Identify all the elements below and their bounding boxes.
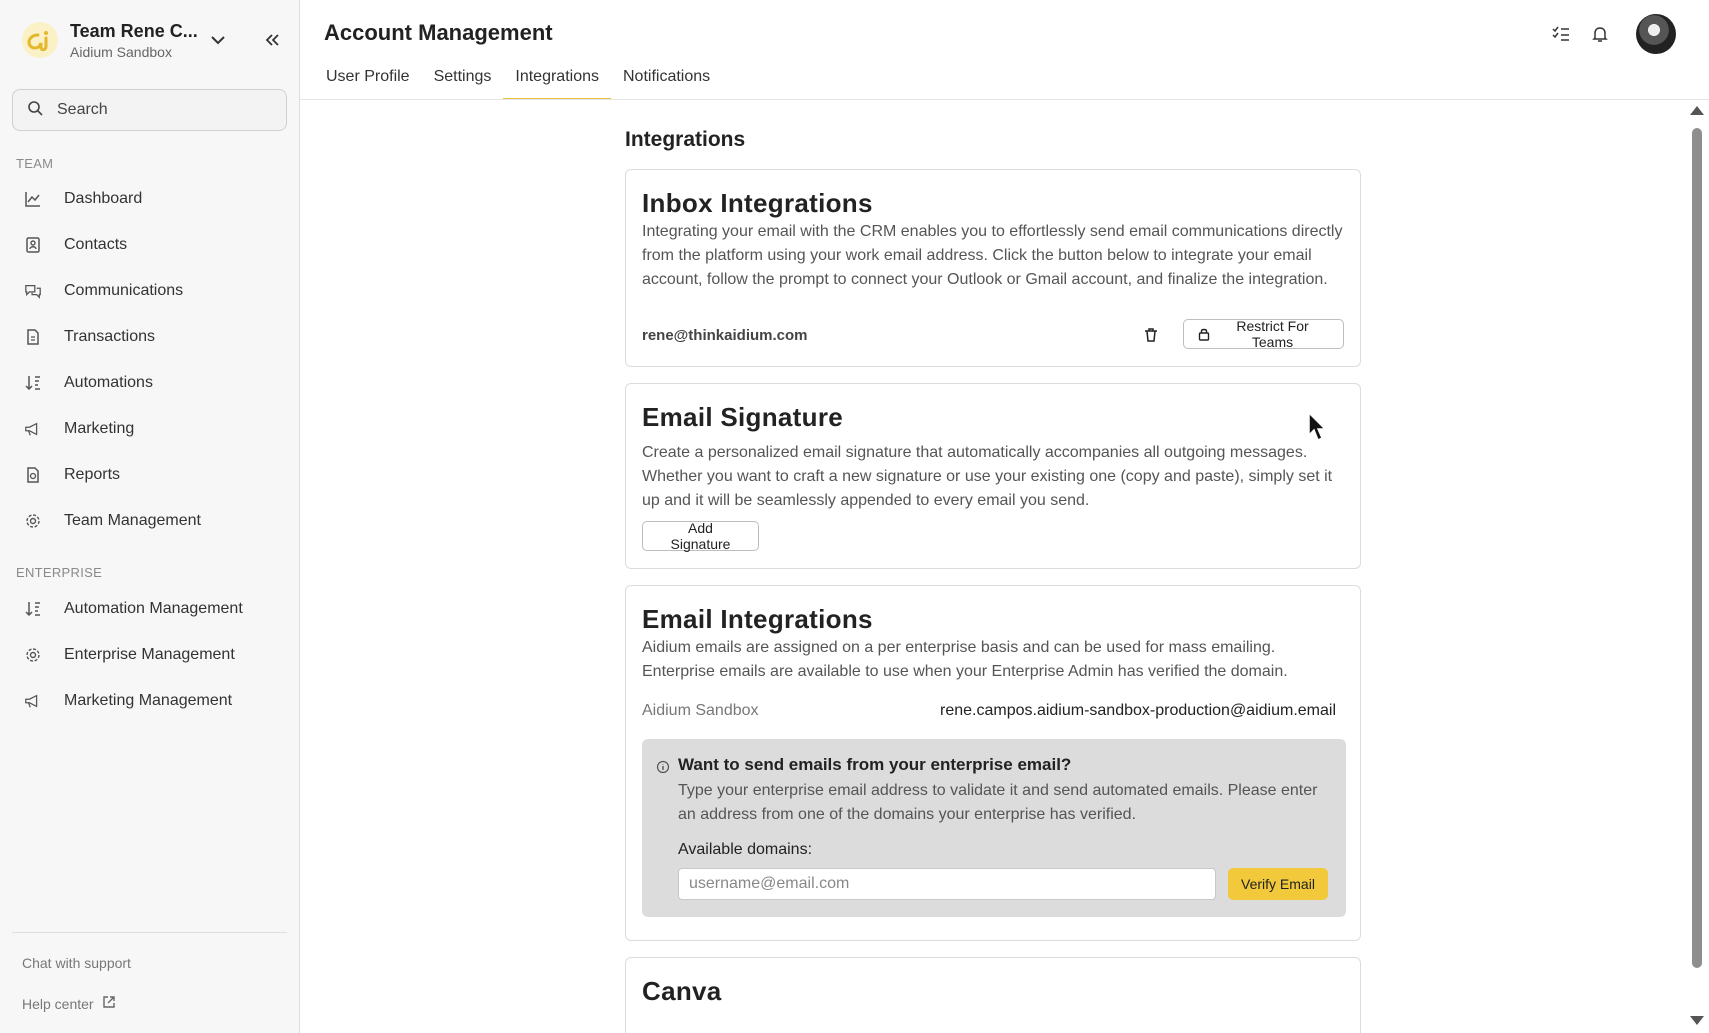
enterprise-email-box: [642, 739, 1346, 917]
sidebar-item-automation-management[interactable]: [0, 586, 300, 632]
tab-bar: [314, 60, 722, 100]
search-input[interactable]: [57, 101, 257, 119]
tab-settings[interactable]: Settings: [433, 68, 492, 85]
report-icon: [24, 466, 42, 484]
restrict-for-teams-label: Restrict For Teams: [1236, 318, 1309, 350]
email-integrations-title: Email Integrations: [642, 604, 873, 634]
sidebar-item-label: Communications: [64, 282, 184, 299]
sidebar-item-label: Automations: [64, 374, 153, 391]
scroll-thumb[interactable]: [1692, 128, 1702, 968]
enterprise-name: Aidium Sandbox: [642, 702, 759, 719]
document-icon: [24, 328, 42, 346]
task-list-icon[interactable]: [1549, 22, 1573, 46]
add-signature-label: Add Signature: [670, 520, 731, 552]
sidebar-divider: [12, 932, 287, 933]
avatar[interactable]: [1636, 14, 1676, 54]
sort-arrows-icon: [24, 374, 42, 392]
email-signature-description: Create a personalized email signature that automatically accompanies all outgoing messages. Whether you want to craft a new signature or use your existing one (copy and paste), simply set it up and it will be seamlessly appended to every email you send.: [642, 444, 1333, 509]
collapse-sidebar-icon[interactable]: [258, 26, 286, 54]
scroll-down-arrow-icon[interactable]: [1690, 1016, 1704, 1025]
gear-icon: [24, 512, 42, 530]
sidebar-item-label: Dashboard: [64, 190, 143, 207]
available-domains-label: Available domains:: [678, 841, 813, 858]
search-icon: [27, 100, 43, 121]
sidebar-item-team-management[interactable]: [0, 498, 300, 544]
sidebar-item-automations[interactable]: [0, 360, 300, 406]
email-signature-title: Email Signature: [642, 402, 843, 432]
page-title: Account Management: [324, 20, 553, 45]
aidium-logo-icon: [22, 22, 58, 58]
chat-support-link[interactable]: [22, 955, 131, 971]
inbox-integrations-card: [625, 169, 1361, 367]
sidebar-item-contacts[interactable]: [0, 222, 300, 268]
tab-user-profile[interactable]: User Profile: [326, 68, 410, 85]
inbox-integrations-description: Integrating your email with the CRM enables you to effortlessly send email communications directly from the platform using your work email address. Click the button below to integrate your email account, follow the prompt to connect your Outlook or Gmail account, and finalize the integration.: [642, 223, 1343, 288]
chevron-down-icon[interactable]: [206, 28, 230, 52]
tab-notifications[interactable]: Notifications: [623, 68, 711, 85]
team-nav: [0, 176, 300, 544]
sidebar-item-enterprise-management[interactable]: [0, 632, 300, 678]
sidebar-item-label: Automation Management: [64, 600, 243, 617]
scroll-up-arrow-icon[interactable]: [1690, 106, 1704, 115]
enterprise-email-prompt-title: Want to send emails from your enterprise email?: [678, 755, 1072, 774]
external-link-icon: [102, 995, 116, 1012]
verify-email-button[interactable]: Verify Email: [1228, 868, 1328, 900]
restrict-for-teams-button[interactable]: [1183, 319, 1344, 349]
enterprise-nav: [0, 586, 300, 724]
lock-icon: [1198, 327, 1210, 341]
section-label-enterprise: ENTERPRISE: [16, 565, 103, 580]
sidebar-item-transactions[interactable]: [0, 314, 300, 360]
megaphone-icon: [24, 420, 42, 438]
contact-card-icon: [24, 236, 42, 254]
inbox-integrations-title: Inbox Integrations: [642, 188, 873, 218]
info-icon: [656, 760, 670, 774]
sidebar-item-communications[interactable]: [0, 268, 300, 314]
integrations-heading: Integrations: [625, 128, 746, 151]
tab-integrations[interactable]: Integrations: [503, 60, 611, 100]
sidebar-item-label: Team Management: [64, 512, 201, 529]
sidebar-item-label: Marketing: [64, 420, 135, 437]
trash-icon[interactable]: [1141, 325, 1161, 345]
enterprise-email-prompt-description: Type your enterprise email address to validate it and send automated emails. Please enter an address from one of the domains your enterprise has verified.: [678, 782, 1318, 823]
sidebar-item-label: Marketing Management: [64, 692, 233, 709]
sidebar-item-label: Transactions: [64, 328, 155, 345]
sidebar-item-reports[interactable]: [0, 452, 300, 498]
add-signature-button[interactable]: [642, 521, 759, 551]
connected-email: rene@thinkaidium.com: [642, 327, 808, 344]
canva-card: [625, 957, 1361, 1033]
scrollbar[interactable]: [1690, 104, 1704, 1029]
canva-title: Canva: [642, 976, 722, 1006]
sidebar-item-marketing[interactable]: [0, 406, 300, 452]
header-divider: [300, 99, 1709, 100]
enterprise-email-input[interactable]: [678, 868, 1216, 900]
chat-bubbles-icon: [24, 282, 42, 300]
sidebar-item-dashboard[interactable]: [0, 176, 300, 222]
sidebar-item-label: Enterprise Management: [64, 646, 235, 663]
mouse-cursor-icon: [1308, 412, 1328, 442]
sidebar-item-marketing-management[interactable]: [0, 678, 300, 724]
chat-support-label: Chat with support: [22, 955, 131, 971]
enterprise-email: rene.campos.aidium-sandbox-production@aidium.email: [940, 702, 1336, 719]
gear-icon: [24, 646, 42, 664]
sidebar-item-label: Contacts: [64, 236, 128, 253]
sort-arrows-icon: [24, 600, 42, 618]
help-center-link[interactable]: [22, 995, 116, 1012]
search-box[interactable]: [12, 89, 287, 131]
team-enterprise-name: Aidium Sandbox: [70, 43, 172, 60]
section-label-team: TEAM: [16, 156, 54, 171]
sidebar-item-label: Reports: [64, 466, 121, 483]
team-switcher[interactable]: [22, 18, 292, 62]
megaphone-icon: [24, 692, 42, 710]
bell-icon[interactable]: [1588, 22, 1612, 46]
team-name: Team Rene C...: [70, 20, 198, 41]
help-center-label: Help center: [22, 995, 94, 1012]
chart-line-icon: [24, 190, 42, 208]
email-integrations-description: Aidium emails are assigned on a per enterprise basis and can be used for mass emailing. Enterprise emails are available to use when your Enterprise Admin has verified the domain.: [642, 639, 1288, 680]
sidebar: [0, 0, 300, 1033]
email-signature-card: [625, 383, 1361, 569]
email-integrations-card: [625, 585, 1361, 941]
